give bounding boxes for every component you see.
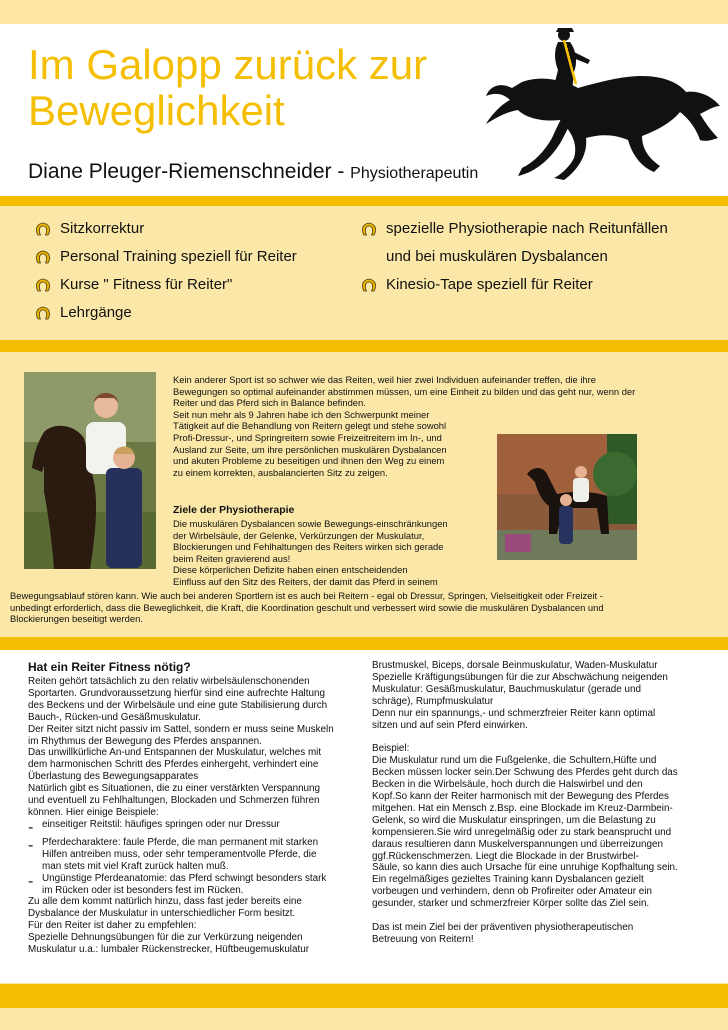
ziele-line: beim Reiten gravierend aus! xyxy=(173,552,291,564)
text-line: Muskulatur: Gesäßmuskulatur, Bauchmuskulatur (gerade und xyxy=(372,683,641,695)
wide-line: Bewegungsablauf stören kann. Wie auch bei anderen Sportlern ist es auch bei Reitern - egal ob Dressur, Springen, Vielseitigkeit oder Freizeit - xyxy=(10,590,603,601)
text-line: Ungünstige Pferdeanatomie: das Pferd schwingt besonders stark xyxy=(42,872,327,884)
text-line: Das ist mein Ziel bei der präventiven physiotherapeutischen xyxy=(372,921,634,933)
horseshoe-icon xyxy=(35,305,51,321)
text-line: im Rücken oder ist besonders fest im Rücken. xyxy=(42,884,244,896)
header xyxy=(0,24,728,196)
author-line xyxy=(28,160,478,184)
bullet-dash: - xyxy=(28,818,34,836)
bullet-dash: - xyxy=(28,872,34,890)
intro-line: und akuten Probleme zu beseitigen und ihnen den Weg zu einem xyxy=(173,455,445,467)
wide-line: unbedingt erforderlich, dass die Beweglichkeit, die Kraft, die Koordination geschult und verbessert wird sowie die muskulären Dysbalancen und xyxy=(10,601,604,613)
text-line xyxy=(372,731,702,743)
accent-band-2 xyxy=(0,340,728,352)
page-title xyxy=(28,42,498,134)
text-line: Natürlich gibt es Situationen, die zu einer verstärkten Verspannung xyxy=(28,783,321,795)
service-item xyxy=(361,276,593,293)
services-list xyxy=(0,206,728,340)
intro-line: Kein anderer Sport ist so schwer wie das Reiten, weil hier zwei Individuen aufeinander treffen, die ihre xyxy=(173,374,596,385)
horseshoe-icon xyxy=(35,277,51,293)
ziele-paragraph xyxy=(173,518,491,588)
horseshoe-icon xyxy=(361,277,377,293)
text-line: Für den Reiter ist daher zu empfehlen: xyxy=(28,920,197,932)
intro-line: Seit nun mehr als 9 Jahren habe ich den Schwerpunkt meiner xyxy=(173,408,430,420)
service-label: Lehrgänge xyxy=(60,304,132,321)
service-label: spezielle Physiotherapie nach Reitunfällen xyxy=(386,220,668,237)
fitness-section xyxy=(0,650,728,983)
text-line: Beispiel: xyxy=(372,743,410,755)
ziele-line: der Wirbelsäule, der Gelenke, Verkürzungen der Muskulatur, xyxy=(173,529,425,541)
author-name: Diane Pleuger-Riemenschneider xyxy=(28,160,332,183)
service-label: Personal Training speziell für Reiter xyxy=(60,248,297,265)
text-line: Bauch-, Rücken-und Gesäßmuskulatur. xyxy=(28,711,201,723)
text-line: Ein regelmäßiges gezieltes Training kann Dysbalancen gezielt xyxy=(372,874,644,886)
intro-line: Tätigkeit auf die Behandlung von Reitern gelegt und stehe sowohl xyxy=(173,420,447,432)
text-line: im Rhythmus der Bewegung des Pferdes anspannen. xyxy=(28,735,262,747)
text-line: gesunder, starker und schmerzfreier Körper sollte das Ziel sein. xyxy=(372,898,650,910)
accent-band-3 xyxy=(0,637,728,650)
text-line: des Beckens und der Wirbelsäule und eine gute Stabilisierung durch xyxy=(28,699,328,711)
ziele-line: Einfluss auf den Sitz des Reiters, der damit das Pferd in seinem xyxy=(173,575,438,587)
text-line: Hilfen antreiben muss, oder sehr temperamentvolle Pferde, die xyxy=(42,848,317,860)
text-line: man stets mit viel Kraft zurück halten muß. xyxy=(42,860,229,872)
text-line: Becken in die Wirbelsäule, hoch durch die Halswirbel und den xyxy=(372,779,643,791)
text-line: Pferdecharaktere: faule Pferde, die man permanent mit starken xyxy=(42,836,319,848)
service-label: Kinesio-Tape speziell für Reiter xyxy=(386,276,593,293)
horseshoe-icon xyxy=(361,221,377,237)
text-line: Becken müssen locker sein.Der Schwung des Pferdes geht durch das xyxy=(372,767,678,779)
service-label: und bei muskulären Dysbalancen xyxy=(386,248,608,265)
intro-line: Bewegungen so optimal aufeinander abstimmen müssen, um eine Einheit zu bilden und das geht nur, wenn der xyxy=(173,385,636,397)
text-line: vorbeugen und verhindern, denn ob Profireiter oder Amateur ein xyxy=(372,886,652,898)
text-line: Dysbalance der Muskulatur in unterschiedlicher Form besitzt. xyxy=(28,908,296,920)
text-line: Denn nur ein spannungs,- und schmerzfreier Reiter kann optimal xyxy=(372,707,656,719)
text-line: Spezielle Kräftigungsübungen für die zur Abschwächung neigenden xyxy=(372,671,668,683)
bullet-item xyxy=(28,837,358,873)
text-line: Spezielle Dehnungsübungen für die zur Verkürzung neigenden xyxy=(28,932,303,944)
intro-line: Ausland zur Seite, um ihre persönlichen muskulären Dysbalancen xyxy=(173,443,447,455)
text-line: schräge), Rumpfmuskulatur xyxy=(372,695,494,707)
text-line: Reiten gehört tatsächlich zu den relativ wirbelsäulenschonenden xyxy=(28,676,310,687)
text-line: Zu alle dem kommt natürlich hinzu, dass fast jeder bereits eine xyxy=(28,896,302,908)
text-line xyxy=(372,910,702,922)
text-line: Die Muskulatur rund um die Fußgelenke, die Schultern,Hüfte und xyxy=(372,755,657,767)
service-label: Sitzkorrektur xyxy=(60,220,145,237)
bullet-item xyxy=(28,819,358,837)
service-label: Kurse " Fitness für Reiter" xyxy=(60,276,233,293)
text-line: kompensieren.Sie wird unregelmäßig oder zu stark beansprucht und xyxy=(372,826,672,838)
text-line: ggf.Rückenschmerzen. Liegt die Blockade in der Brustwirbel- xyxy=(372,850,639,862)
author-role: Physiotherapeutin xyxy=(350,165,479,182)
text-line: Muskulatur u.a.: lumbaler Rückenstrecker, Hüftbeugemuskulatur xyxy=(28,944,310,956)
ziele-line: Diese körperlichen Defizite haben einen entscheidenden xyxy=(173,564,408,576)
text-line: Das unwillkürliche An-und Entspannen der Muskulatur, welches mit xyxy=(28,747,322,759)
text-line: und eventuell zu Fehlhaltungen, Blockaden und Schmerzen führen xyxy=(28,795,320,807)
text-line: daraus resultieren dann Muskelverspannungen und überreizungen xyxy=(372,838,663,850)
text-line: Gelenk, so wird die Muskulatur einspringen, um die Belastung zu xyxy=(372,814,656,826)
intro-line: Reiter und das Pferd sich in Balance befinden. xyxy=(173,397,366,409)
ziele-paragraph-wide xyxy=(10,590,716,625)
text-line: Der Reiter sitzt nicht passiv im Sattel, sondern er muss seine Muskeln xyxy=(28,723,334,735)
intro-section xyxy=(0,352,728,637)
service-item xyxy=(35,220,144,237)
text-line: dem harmonischen Schritt des Pferdes einhergeht, verhindert eine xyxy=(28,759,319,771)
bottom-pale-band xyxy=(0,1008,728,1030)
service-item xyxy=(35,248,297,265)
horseshoe-icon xyxy=(35,221,51,237)
text-line: Betreuung von Reitern! xyxy=(372,933,474,945)
fitness-heading: Hat ein Reiter Fitness nötig? xyxy=(28,660,191,674)
service-item-continuation xyxy=(386,248,608,265)
bullet-item xyxy=(28,873,358,897)
text-line: Säule, so kann dies auch Ursache für eine unruhige Kopfhaltung sein. xyxy=(372,862,678,874)
ziele-line: Blockierungen und Fehlhaltungen des Reiters wirken sich gerade xyxy=(173,541,444,553)
text-line: Sportarten. Grundvoraussetzung hierfür sind eine aufrechte Haltung xyxy=(28,687,325,699)
bullet-dash: - xyxy=(28,836,34,854)
intro-line: zu einem korrekten, ausbalancierten Sitz zu zeigen. xyxy=(173,466,388,478)
service-item xyxy=(35,304,132,321)
text-line: Brustmuskel, Biceps, dorsale Beinmuskulatur, Waden-Muskulatur xyxy=(372,660,658,671)
author-separator: - xyxy=(331,160,351,183)
accent-band-1 xyxy=(0,196,728,206)
text-line: Kopf.So kann der Reiter harmonisch mit der Bewegung des Pferdes xyxy=(372,790,669,802)
title-line-2: Beweglichkeit xyxy=(28,87,285,134)
accent-band-bottom xyxy=(0,984,728,1008)
top-band xyxy=(0,0,728,24)
wide-line: Blockierungen beseitigt werden. xyxy=(10,613,143,625)
text-line: mitgehen. Hat ein Mensch z.Bsp. eine Blockade im Kreuz-Darmbein- xyxy=(372,802,673,814)
ziele-heading: Ziele der Physiotherapie xyxy=(173,504,295,516)
horseshoe-icon xyxy=(35,249,51,265)
rider-photo-left xyxy=(24,372,156,569)
service-item xyxy=(35,276,232,293)
title-line-1: Im Galopp zurück zur xyxy=(28,41,428,88)
ziele-line: Die muskulären Dysbalancen sowie Bewegungs-einschränkungen xyxy=(173,518,448,529)
galloping-horse-logo xyxy=(482,26,724,188)
text-line: einseitiger Reitstil: häufiges springen oder nur Dressur xyxy=(42,818,280,830)
text-line: können. Hier einige Beispiele: xyxy=(28,806,159,818)
fitness-column-left xyxy=(28,660,358,956)
service-item xyxy=(361,220,668,237)
text-line: Überlastung des Bewegungsapparates xyxy=(28,771,199,783)
intro-paragraph xyxy=(173,374,708,478)
intro-line: Profi-Dressur-, und Springreitern sowie Freizeitreitern im In-, und xyxy=(173,431,442,443)
fitness-column-right xyxy=(372,660,702,946)
text-line: sitzen und auf sein Pferd einwirken. xyxy=(372,719,528,731)
